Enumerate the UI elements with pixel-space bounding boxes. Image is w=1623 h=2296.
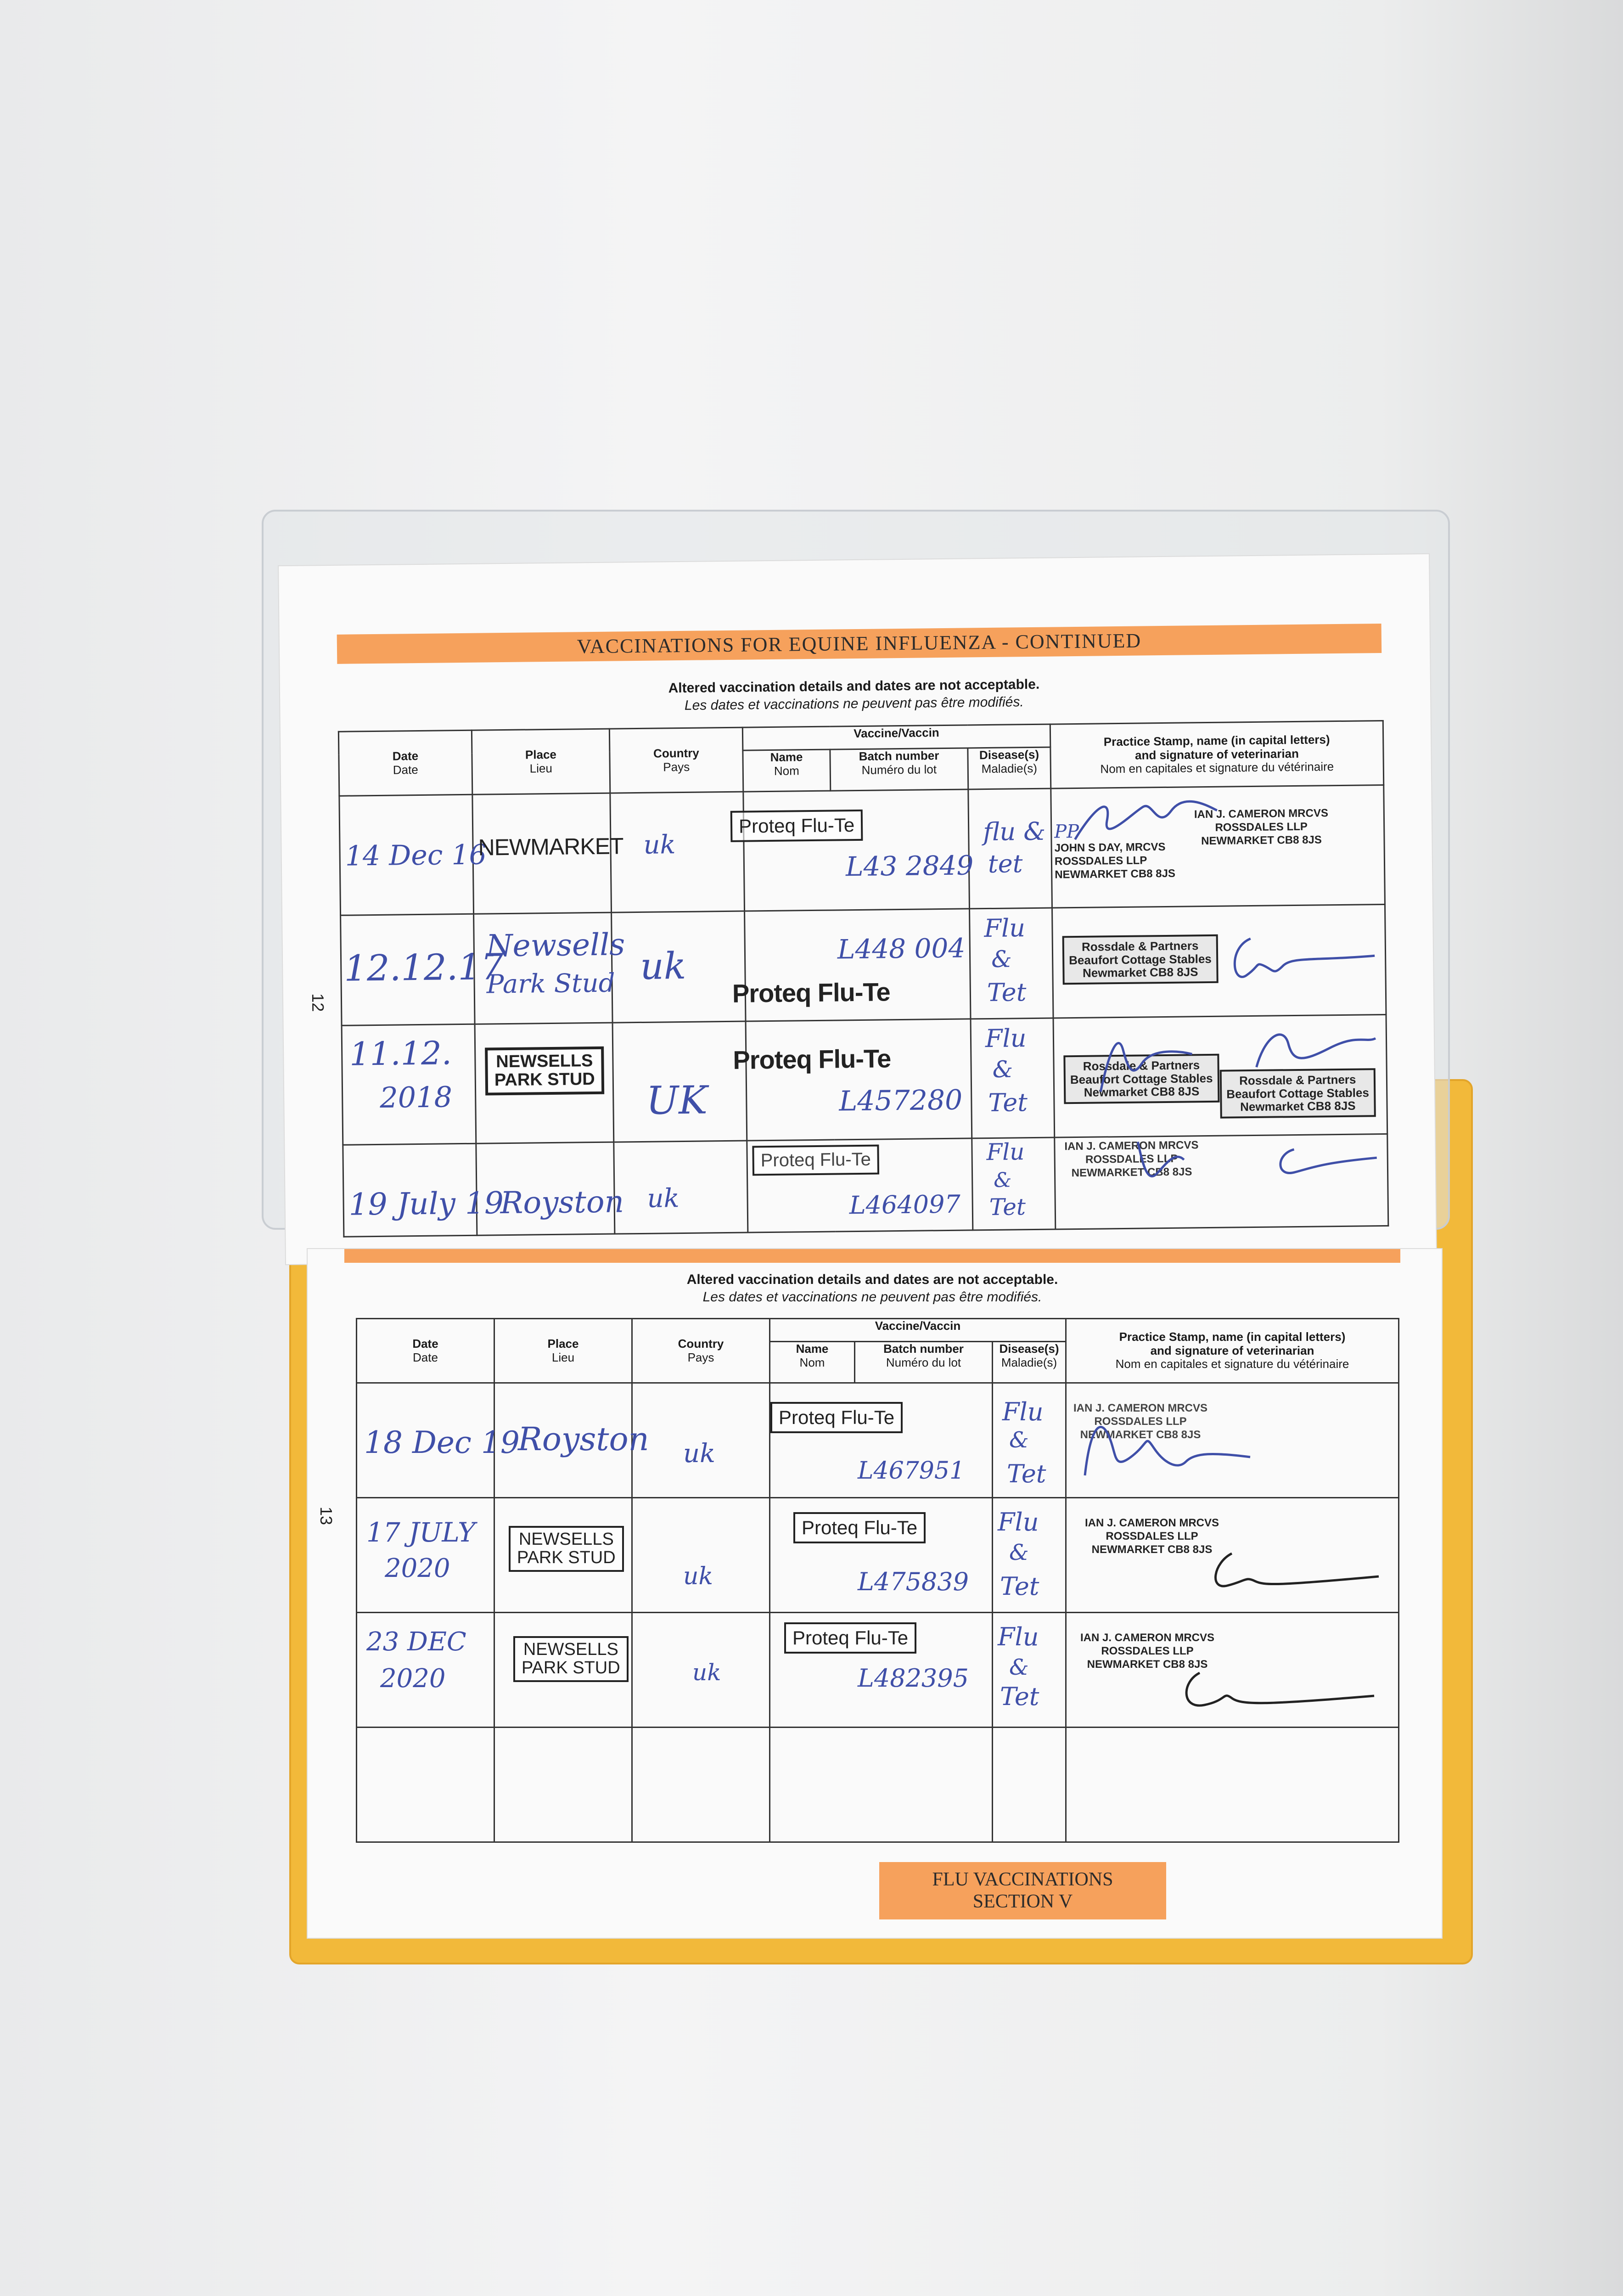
vet-stamp-text: JOHN S DAY, MRCVS ROSSDALES LLP NEWMARKET CB8 8JS: [1054, 840, 1176, 881]
table-row: [343, 1134, 1388, 1237]
vet-stamp-text: IAN J. CAMERON MRCVS ROSSDALES LLP NEWMARKET CB8 8JS: [1073, 1402, 1208, 1441]
page-13: [308, 1249, 1442, 1938]
vet-signature: [1129, 1135, 1377, 1188]
vaccine-name-stamp: Proteq Flu-Te: [730, 810, 863, 842]
place-stamp: NEWSELLS PARK STUD: [485, 1047, 604, 1095]
header-country: Country Pays: [632, 1319, 770, 1383]
disease-entry: &: [992, 1056, 1013, 1083]
vet-stamp-text: IAN J. CAMERON MRCVS ROSSDALES LLP NEWMARKET CB8 8JS: [1085, 1517, 1219, 1556]
place-stamp: NEWSELLS PARK STUD: [509, 1526, 624, 1572]
vaccine-name-stamp: Proteq Flu-Te: [733, 1044, 891, 1075]
disease-entry: &: [993, 1168, 1012, 1192]
header-country: Country Pays: [609, 727, 743, 793]
vaccination-table-page-12: [338, 720, 1389, 1238]
disease-entry: &: [1009, 1654, 1029, 1680]
header-date: Date Date: [338, 730, 472, 796]
disease-entry: &: [991, 945, 1012, 973]
table-row: [341, 904, 1386, 1025]
warning-french: Les dates et vaccinations ne peuvent pas être modifiés.: [684, 694, 1024, 713]
place-entry: Royston: [500, 1184, 624, 1221]
disease-entry: Tet: [1000, 1572, 1039, 1601]
vaccine-name-stamp: Proteq Flu-Te: [752, 1145, 879, 1176]
disease-entry: Tet: [1000, 1682, 1039, 1711]
vet-signature: [1091, 1020, 1376, 1096]
place-entry: NEWMARKET: [478, 833, 623, 861]
disease-entry: Flu: [1002, 1397, 1044, 1426]
date-entry: 18 Dec 19: [364, 1425, 520, 1460]
place-stamp: NEWSELLS PARK STUD: [513, 1636, 629, 1682]
header-practice-stamp: Practice Stamp, name (in capital letters) and signature of veterinarian Nom en capitales et signature du vétérinaire: [1050, 720, 1383, 788]
header-practice-stamp: Practice Stamp, name (in capital letters) and signature of veterinarian Nom en capitales et signature du vétérinaire: [1066, 1319, 1399, 1383]
disease-entry: Flu: [984, 913, 1026, 943]
country-entry: uk: [647, 1183, 680, 1214]
practice-stamp: Rossdale & Partners Beaufort Cottage Stables Newmarket CB8 8JS: [1062, 934, 1219, 985]
disease-entry: &: [1009, 1427, 1029, 1453]
disease-entry: Flu: [998, 1622, 1039, 1651]
date-entry: 23 DEC: [366, 1627, 466, 1657]
vaccine-name-stamp: Proteq Flu-Te: [732, 977, 890, 1008]
vet-stamp-text: IAN J. CAMERON MRCVS ROSSDALES LLP NEWMARKET CB8 8JS: [1194, 807, 1329, 847]
date-entry: 17 JULY: [366, 1517, 476, 1548]
table-row: [357, 1728, 1399, 1842]
practice-stamp: Rossdale & Partners Beaufort Cottage Stables Newmarket CB8 8JS: [1220, 1068, 1376, 1118]
disease-entry: Flu: [985, 1024, 1027, 1053]
date-entry: 11.12.: [349, 1034, 452, 1073]
vet-signature: [1158, 1544, 1379, 1599]
vaccine-name-stamp: Proteq Flu-Te: [793, 1512, 926, 1543]
batch-entry: L482395: [858, 1664, 969, 1693]
date-entry: 19 July 19: [348, 1185, 504, 1222]
header-place: Place Lieu: [494, 1319, 632, 1383]
place-entry: Newsells: [486, 927, 625, 964]
batch-entry: L43 2849: [845, 850, 974, 883]
page-number: 12: [308, 993, 328, 1012]
place-entry: Royston: [518, 1420, 649, 1458]
batch-entry: L475839: [858, 1567, 969, 1596]
practice-stamp: Rossdale & Partners Beaufort Cottage Stables Newmarket CB8 8JS: [1063, 1054, 1219, 1104]
table-row: [339, 785, 1385, 915]
batch-entry: L464097: [849, 1189, 961, 1220]
page-12-banner: VACCINATIONS FOR EQUINE INFLUENZA - CONTINUED: [337, 624, 1382, 664]
header-disease: Disease(s) Maladie(s): [968, 747, 1051, 789]
table-row: [357, 1613, 1399, 1728]
page-13-banner: [344, 1249, 1400, 1263]
disease-entry: Tet: [988, 1088, 1028, 1118]
header-batch: Batch number Numéro du lot: [830, 748, 968, 791]
date-entry: 2020: [385, 1553, 450, 1583]
vet-signature: [1076, 1407, 1250, 1480]
date-entry: 2018: [379, 1080, 453, 1114]
header-name: Name Nom: [743, 749, 831, 792]
header-name: Name Nom: [770, 1342, 855, 1383]
disease-entry: Tet: [987, 978, 1027, 1007]
warning-french: Les dates et vaccinations ne peuvent pas être modifiés.: [702, 1289, 1042, 1305]
vet-stamp-text: IAN J. CAMERON MRCVS ROSSDALES LLP NEWMARKET CB8 8JS: [1080, 1632, 1215, 1671]
vet-stamp-text: IAN J. CAMERON MRCVS ROSSDALES LLP NEWMARKET CB8 8JS: [1064, 1139, 1199, 1179]
country-entry: UK: [646, 1077, 708, 1123]
header-date: Date Date: [357, 1319, 494, 1383]
date-entry: 14 Dec 16: [345, 838, 487, 872]
header-batch: Batch number Numéro du lot: [855, 1342, 993, 1383]
country-entry: uk: [683, 1439, 715, 1469]
disease-entry: Flu: [998, 1508, 1039, 1536]
vet-signature: [1145, 1654, 1374, 1714]
table-row: [357, 1383, 1399, 1498]
country-entry: uk: [643, 830, 676, 860]
disease-entry: Flu: [986, 1138, 1025, 1166]
disease-entry: &: [1009, 1540, 1029, 1565]
table-row: [357, 1498, 1399, 1613]
disease-entry: tet: [988, 849, 1023, 879]
date-entry: 12.12.17: [343, 946, 504, 990]
batch-entry: L448 004: [837, 932, 966, 965]
date-entry: 2020: [380, 1664, 446, 1694]
vaccination-table-page-13: [356, 1318, 1399, 1843]
page-number: 13: [317, 1506, 336, 1525]
page-12: [279, 554, 1436, 1264]
table-row: [342, 1014, 1387, 1145]
vet-signature: [1070, 792, 1222, 849]
header-vaccine-group: Vaccine/Vaccin: [742, 724, 1050, 750]
disease-entry: Tet: [1007, 1459, 1046, 1488]
header-disease: Disease(s) Maladie(s): [993, 1342, 1066, 1383]
vet-signature: [1223, 928, 1380, 990]
warning-english: Altered vaccination details and dates are not acceptable.: [668, 676, 1040, 696]
vaccine-name-stamp: Proteq Flu-Te: [770, 1402, 903, 1433]
country-entry: uk: [692, 1659, 721, 1686]
disease-entry: Tet: [989, 1193, 1026, 1221]
header-place: Place Lieu: [472, 729, 610, 794]
section-label: FLU VACCINATIONS SECTION V: [879, 1862, 1166, 1919]
batch-entry: L457280: [839, 1084, 963, 1118]
country-entry: uk: [640, 944, 686, 988]
batch-entry: L467951: [858, 1457, 965, 1485]
vaccine-name-stamp: Proteq Flu-Te: [784, 1622, 916, 1654]
place-entry: Park Stud: [486, 968, 615, 1000]
vet-prefix: PP: [1054, 821, 1079, 843]
header-vaccine-group: Vaccine/Vaccin: [770, 1319, 1066, 1342]
country-entry: uk: [683, 1563, 713, 1590]
disease-entry: flu &: [983, 816, 1046, 847]
warning-english: Altered vaccination details and dates are not acceptable.: [686, 1272, 1058, 1287]
